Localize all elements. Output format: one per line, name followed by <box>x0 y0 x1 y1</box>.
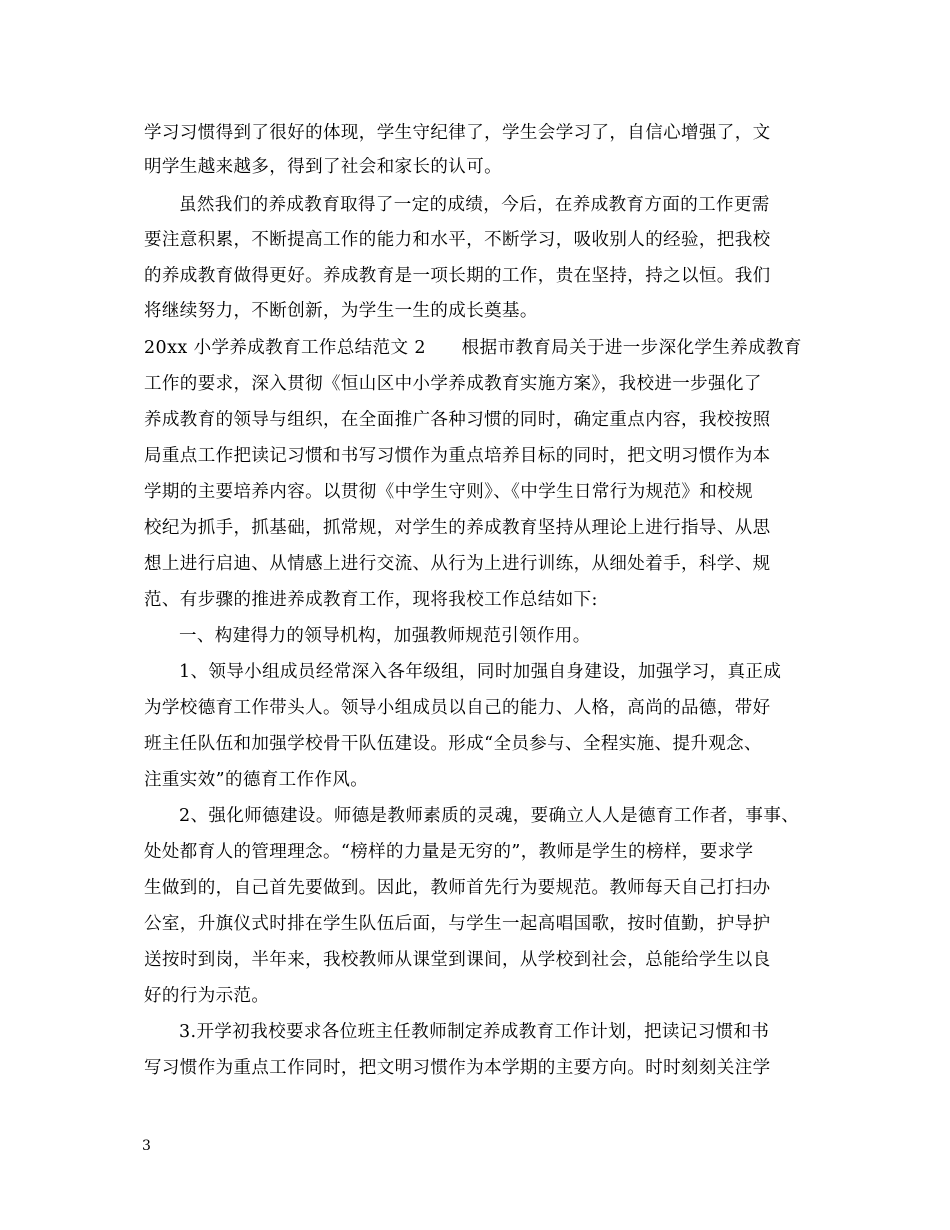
text-line: 要注意积累，不断提高工作的能力和水平，不断学习，吸收别人的经验，把我校 <box>144 230 771 250</box>
text-line: 写习惯作为重点工作同时，把文明习惯作为本学期的主要方向。时时刻刻关注学 <box>144 1058 771 1078</box>
text-line: 范、有步骤的推进养成教育工作，现将我校工作总结如下: <box>144 590 598 610</box>
text-line: 局重点工作把读记习惯和书写习惯作为重点培养目标的同时，把文明习惯作为本 <box>144 446 771 466</box>
text-line: 学习习惯得到了很好的体现，学生守纪律了，学生会学习了，自信心增强了，文 <box>144 123 771 143</box>
text-line: 好的行为示范。 <box>144 986 270 1006</box>
text-line: 虽然我们的养成教育取得了一定的成绩，今后，在养成教育方面的工作更需 <box>179 195 770 215</box>
text-line: 养成教育的领导与组织，在全面推广各种习惯的同时，确定重点内容，我校按照 <box>144 410 771 430</box>
text-line: 处处都育人的管理理念。“榜样的力量是无穷的”，教师是学生的榜样，要求学 <box>144 842 754 862</box>
text-line: 班主任队伍和加强学校骨干队伍建设。形成“全员参与、全程实施、提升观念、 <box>144 734 762 754</box>
text-line: 想上进行启迪、从情感上进行交流、从行为上进行训练，从细处着手，科学、规 <box>144 554 771 574</box>
text-line: 明学生越来越多，得到了社会和家长的认可。 <box>144 157 502 177</box>
text-line: 注重实效”的德育工作作风。 <box>144 770 369 790</box>
text-line: 20xx 小学养成教育工作总结范文 2 根据市教育局关于进一步深化学生养成教育 <box>144 338 802 358</box>
text-line: 2、强化师德建设。师德是教师素质的灵魂，要确立人人是德育工作者，事事、 <box>179 806 800 826</box>
text-line: 1、领导小组成员经常深入各年级组，同时加强自身建设，加强学习，真正成 <box>179 662 782 682</box>
text-line: 工作的要求，深入贯彻《恒山区中小学养成教育实施方案》，我校进一步强化了 <box>144 374 762 394</box>
text-line: 3.开学初我校要求各位班主任教师制定养成教育工作计划，把读记习惯和书 <box>179 1022 770 1042</box>
text-line: 的养成教育做得更好。养成教育是一项长期的工作，贵在坚持，持之以恒。我们 <box>144 266 771 286</box>
text-line: 生做到的，自己首先要做到。因此，教师首先行为要规范。教师每天自己打扫办 <box>144 878 771 898</box>
text-line: 送按时到岗，半年来，我校教师从课堂到课间，从学校到社会，总能给学生以良 <box>144 950 771 970</box>
page-number: 3 <box>142 1138 151 1154</box>
text-line: 学期的主要培养内容。以贯彻《中学生守则》、《中学生日常行为规范》和校规 <box>144 482 753 502</box>
text-line: 校纪为抓手，抓基础，抓常规，对学生的养成教育坚持从理论上进行指导、从思 <box>144 518 771 538</box>
text-line: 为学校德育工作带头人。领导小组成员以自己的能力、人格，高尚的品德，带好 <box>144 698 771 718</box>
text-line: 将继续努力，不断创新，为学生一生的成长奠基。 <box>144 301 538 321</box>
text-line: 公室，升旗仪式时排在学生队伍后面，与学生一起高唱国歌，按时值勤，护导护 <box>144 914 771 934</box>
section-heading: 一、构建得力的领导机构，加强教师规范引领作用。 <box>179 626 591 646</box>
